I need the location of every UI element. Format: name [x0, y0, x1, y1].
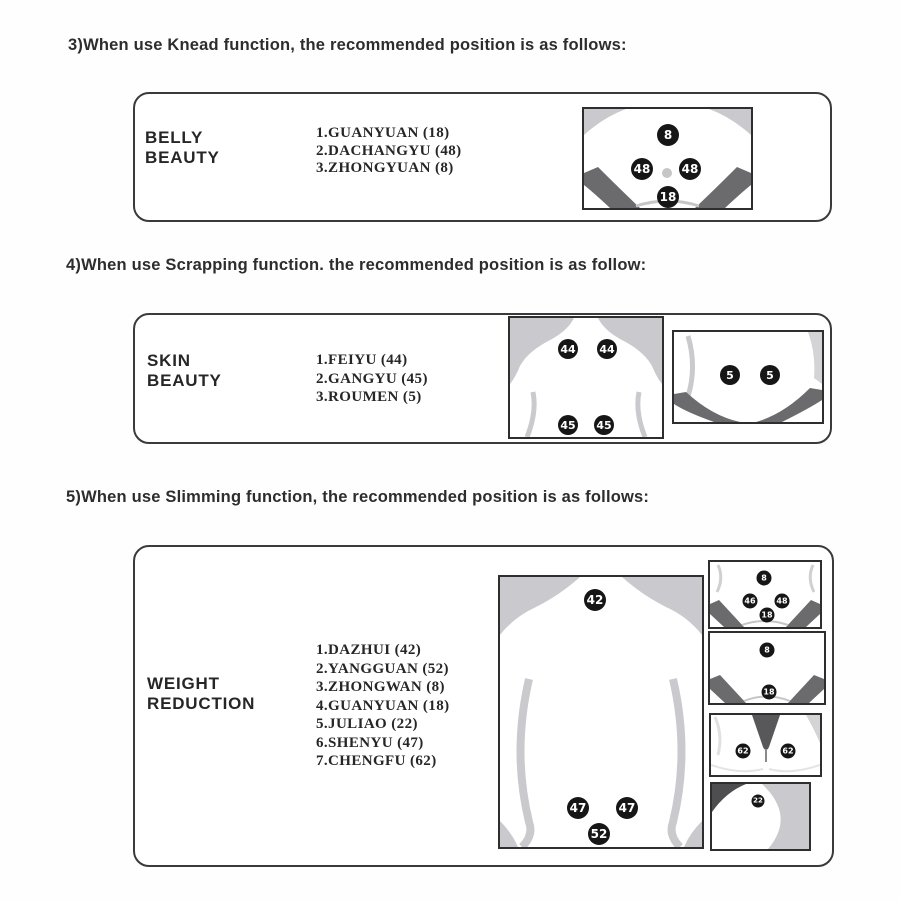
acupoint-dot: 45: [558, 415, 578, 435]
heading-scrapping-function: 4)When use Scrapping function. the recommended position is as follow:: [66, 256, 647, 274]
acupoint-dot: 5: [760, 365, 780, 385]
diagram-belly-front: [582, 107, 753, 210]
acupoint-list-item: 1.FEIYU (44): [316, 352, 408, 368]
acupoint-dot: 18: [760, 608, 775, 623]
acupoint-list-skin: [316, 351, 428, 407]
full-back-silhouette: [500, 577, 702, 847]
panel-title-line: WEIGHT: [147, 674, 220, 693]
acupoint-dot: 8: [657, 124, 679, 146]
acupoint-list-item: 3.ZHONGWAN (8): [316, 679, 445, 695]
diagram-small-thigh: [710, 782, 811, 851]
acupoint-dot: 44: [597, 339, 617, 359]
diagram-full-back: [498, 575, 704, 849]
acupoint-dot: 47: [567, 797, 589, 819]
acupoint-list-item: 7.CHENGFU (62): [316, 753, 437, 769]
acupoint-dot: 45: [594, 415, 614, 435]
panel-title-weight-reduction: [147, 674, 255, 714]
acupoint-dot: 52: [588, 823, 610, 845]
acupoint-dot: 48: [679, 158, 701, 180]
acupoint-list-item: 2.YANGGUAN (52): [316, 660, 449, 677]
panel-title-skin-beauty: [147, 351, 222, 391]
panel-title-line: BEAUTY: [145, 148, 220, 167]
diagram-buttocks: [672, 330, 824, 424]
panel-title-line: BEAUTY: [147, 371, 222, 390]
acupoint-list-weight: [316, 641, 450, 771]
acupoint-list-item: 2.GANGYU (45): [316, 370, 428, 387]
acupoint-list-item: 1.DAZHUI (42): [316, 642, 422, 658]
back-silhouette: [510, 318, 662, 437]
acupoint-dot: 18: [657, 186, 679, 208]
acupoint-dot: 48: [631, 158, 653, 180]
acupoint-list-item: 2.DACHANGYU (48): [316, 142, 462, 159]
small-buttocks-silhouette: [711, 715, 820, 775]
acupoint-list-item: 3.ROUMEN (5): [316, 389, 422, 405]
acupoint-dot: 18: [762, 685, 777, 700]
acupoint-dot: 22: [752, 795, 765, 808]
acupoint-list-item: 3.ZHONGYUAN (8): [316, 160, 454, 176]
buttocks-silhouette: [674, 332, 822, 422]
panel-title-line: SKIN: [147, 351, 191, 370]
acupoint-dot: 62: [781, 744, 796, 759]
acupoint-dot: 46: [743, 594, 758, 609]
acupoint-dot: 48: [775, 594, 790, 609]
small-thigh-silhouette: [712, 784, 809, 849]
acupoint-list-belly: [316, 125, 462, 178]
acupoint-list-item: 6.SHENYU (47): [316, 734, 424, 751]
acupoint-dot: 42: [584, 589, 606, 611]
panel-title-line: BELLY: [145, 128, 204, 147]
diagram-small-belly: [708, 560, 822, 629]
acupoint-list-item: 4.GUANYUAN (18): [316, 697, 450, 714]
acupoint-dot: 5: [720, 365, 740, 385]
acupoint-dot: 47: [616, 797, 638, 819]
acupoint-dot: 44: [558, 339, 578, 359]
heading-slimming-function: 5)When use Slimming function, the recommended position is as follows:: [66, 488, 650, 506]
diagram-small-front-torso: [708, 631, 826, 705]
acupoint-list-item: 1.GUANYUAN (18): [316, 125, 450, 141]
panel-title-belly-beauty: [145, 128, 220, 168]
acupoint-dot: 8: [760, 643, 775, 658]
acupoint-dot: 8: [757, 571, 772, 586]
acupoint-list-item: 5.JULIAO (22): [316, 716, 418, 732]
heading-knead-function: 3)When use Knead function, the recommended position is as follows:: [68, 36, 627, 54]
panel-title-line: REDUCTION: [147, 694, 256, 713]
diagram-small-buttocks: [709, 713, 822, 777]
acupoint-dot: 62: [736, 744, 751, 759]
diagram-upper-back: [508, 316, 664, 439]
